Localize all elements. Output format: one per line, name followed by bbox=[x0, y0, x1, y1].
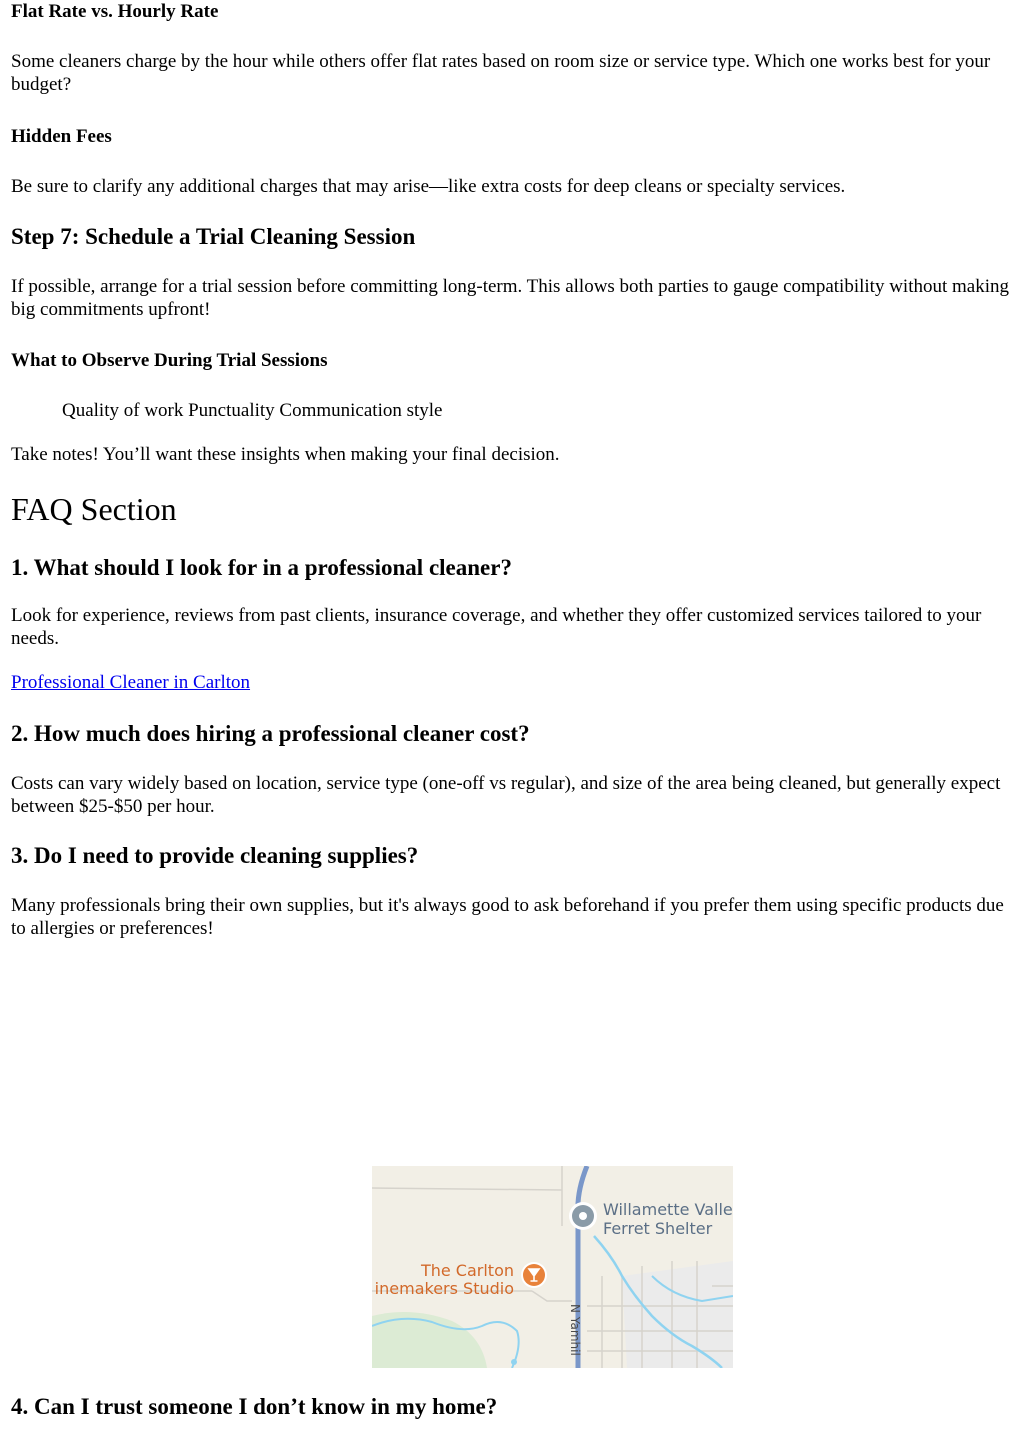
faq-question-1: 1. What should I look for in a professional cleaner? bbox=[11, 555, 512, 580]
notes-paragraph: Take notes! You’ll want these insights when making your final decision. bbox=[11, 444, 560, 465]
urban-area bbox=[622, 1261, 733, 1368]
flat-rate-heading: Flat Rate vs. Hourly Rate bbox=[11, 1, 219, 22]
faq-title: FAQ Section bbox=[11, 491, 177, 527]
faq-answer-1: Look for experience, reviews from past clients, insurance coverage, and whether they offer customized services tailored to your needs. bbox=[11, 605, 982, 649]
pond bbox=[511, 1359, 517, 1365]
hidden-fees-paragraph: Be sure to clarify any additional charges that may arise—like extra costs for deep cleans or specialty services. bbox=[11, 176, 846, 197]
flat-rate-paragraph: Some cleaners charge by the hour while others offer flat rates based on room size or service type. Which one works best for your budget? bbox=[11, 51, 991, 95]
step7-heading: Step 7: Schedule a Trial Cleaning Session bbox=[11, 224, 416, 249]
observe-list: Quality of work Punctuality Communication style bbox=[62, 400, 443, 421]
hidden-fees-heading: Hidden Fees bbox=[11, 126, 112, 147]
faq-answer-3: Many professionals bring their own supplies, but it's always good to ask beforehand if you prefer them using specific products due to allergies or preferences! bbox=[11, 895, 1004, 939]
map-image[interactable] bbox=[372, 1166, 733, 1368]
map-road-label: N Yamhil bbox=[568, 1304, 582, 1356]
faq-question-3: 3. Do I need to provide cleaning supplies? bbox=[11, 843, 419, 868]
map-canvas bbox=[372, 1166, 733, 1368]
professional-cleaner-link[interactable]: Professional Cleaner in Carlton bbox=[11, 672, 251, 693]
faq-question-4: 4. Can I trust someone I don’t know in my home? bbox=[11, 1394, 498, 1419]
map-label-ferret-2: Ferret Shelter bbox=[603, 1219, 713, 1238]
map-label-winery-2: inemakers Studio bbox=[374, 1279, 514, 1298]
faq-link-container bbox=[11, 671, 250, 694]
step7-paragraph: If possible, arrange for a trial session before committing long-term. This allows both parties to gauge compatibility without making big commitments upfront! bbox=[11, 276, 1009, 320]
observe-heading: What to Observe During Trial Sessions bbox=[11, 350, 328, 371]
faq-question-2: 2. How much does hiring a professional cleaner cost? bbox=[11, 721, 530, 746]
map-label-winery-1: The Carlton bbox=[420, 1261, 514, 1280]
map-label-ferret-1: Willamette Valle bbox=[603, 1200, 733, 1219]
faq-answer-2: Costs can vary widely based on location, service type (one-off vs regular), and size of the area being cleaned, but generally expect between $25-$50 per hour. bbox=[11, 773, 1001, 817]
